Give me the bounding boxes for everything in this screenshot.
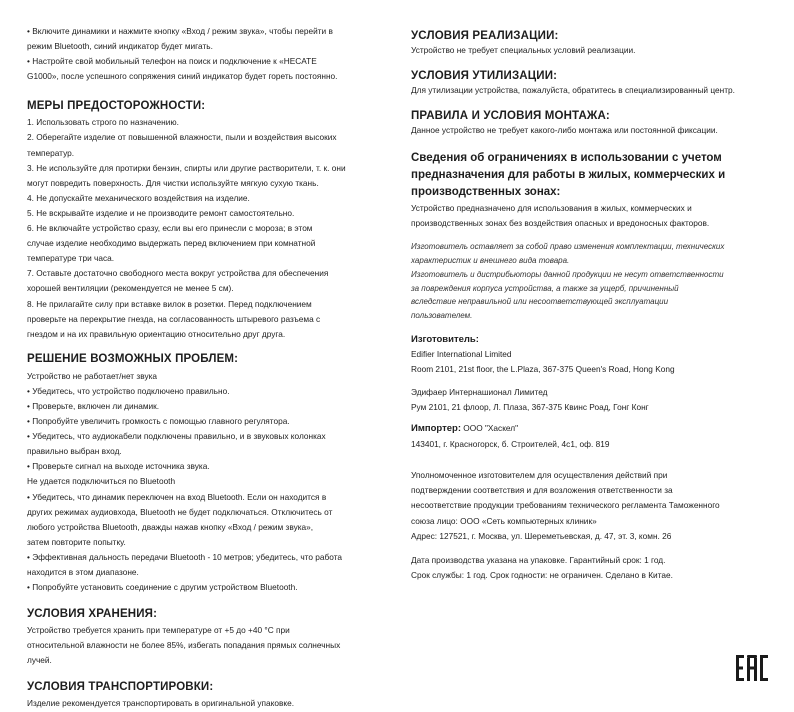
disclaimer-line: Изготовитель оставляет за собой право изменения комплектации, технических [411, 242, 725, 252]
manufacturer-ru-line: Эдифаер Интернашионал Лимитед [411, 386, 548, 397]
authorized-line: подтверждении соответствия и для возложения ответственности за [411, 485, 673, 496]
storage-line: лучей. [27, 655, 52, 666]
precautions-section [27, 99, 387, 341]
transport-text: Изделие рекомендуется транспортировать в оригинальной упаковке. [27, 698, 295, 709]
precaution-line: 2. Оберегайте изделие от повышенной влажности, пыли и воздействия высоких [27, 132, 337, 143]
intro-line: режим Bluetooth, синий индикатор будет мигать. [27, 41, 213, 52]
dates-line: Дата производства указана на упаковке. Гарантийный срок: 1 год. [411, 554, 666, 565]
precaution-line: хорошей вентиляции (рекомендуется не менее 5 см). [27, 283, 234, 294]
trouble-line: • Попробуйте увеличить громкость с помощью главного регулятора. [27, 416, 290, 427]
importer-name: ООО "Хаскел" [460, 423, 519, 434]
sale-section [411, 29, 771, 58]
trouble-line: • Попробуйте установить соединение с другим устройством Bluetooth. [27, 582, 298, 593]
trouble-line: • Убедитесь, что динамик переключен на вход Bluetooth. Если он находится в [27, 491, 327, 502]
installation-text: Данное устройство не требует какого-либо монтажа или постоянной фиксации. [411, 125, 718, 136]
trouble-heading: Не удается подключиться по Bluetooth [27, 476, 176, 487]
trouble-line: любого устройства Bluetooth, дважды нажав кнопку «Вход / режим звука», [27, 521, 314, 532]
storage-line: относительной влажности не более 85%, избегать попадания прямых солнечных [27, 640, 341, 651]
precaution-line: гнездом и на их правильную ориентацию относительно друг друга. [27, 328, 286, 339]
precaution-line: могут повредить поверхность. Для чистки используйте мягкую сухую ткань. [27, 177, 319, 188]
authorized-line: несоответствие продукции требованиям технического регламента Таможенного [411, 500, 720, 511]
precautions-title: МЕРЫ ПРЕДОСТОРОЖНОСТИ: [27, 100, 206, 113]
precaution-line: температуре три часа. [27, 253, 115, 264]
precaution-line: 8. Не прилагайте силу при вставке вилок в розетки. Перед подключением [27, 298, 312, 309]
dates-line: Срок службы: 1 год. Срок годности: не ограничен. Сделано в Китае. [411, 569, 673, 580]
sale-title: УСЛОВИЯ РЕАЛИЗАЦИИ: [411, 30, 559, 42]
storage-section [27, 607, 387, 668]
precaution-line: 3. Не используйте для протирки бензин, спирты или другие растворители, т. к. они [27, 162, 346, 173]
storage-title: УСЛОВИЯ ХРАНЕНИЯ: [27, 608, 158, 621]
trouble-line: находится в этом диапазоне. [27, 567, 139, 577]
eac-logo-icon [736, 655, 768, 681]
intro-line: • Настройте свой мобильный телефон на поиск и подключение к «HECATE [27, 56, 317, 67]
transport-title: УСЛОВИЯ ТРАНСПОРТИРОВКИ: [27, 681, 214, 694]
intro-line: • Включите динамики и нажмите кнопку «Вход / режим звука», чтобы перейти в [27, 26, 333, 36]
trouble-line: • Эффективная дальность передачи Bluetooth - 10 метров; убедитесь, что работа [27, 551, 343, 562]
importer-label: Импортер: [411, 423, 461, 435]
disclaimer-line: вследствие неправильной или несоответствующей эксплуатации [411, 297, 669, 307]
trouble-line: • Проверьте, включен ли динамик. [27, 400, 160, 411]
storage-line: Устройство требуется хранить при температуре от +5 до +40 °C при [27, 625, 290, 636]
manufacturer-line: Room 2101, 21st floor, the L.Plaza, 367-375 Queen's Road, Hong Kong [411, 363, 675, 374]
restrictions-title-line: производственных зонах: [411, 186, 561, 199]
manufacturer-label: Изготовитель: [411, 333, 479, 345]
disclaimer-line: Изготовитель и дистрибьюторы данной продукции не несут ответственности [411, 269, 724, 279]
right-column [411, 0, 771, 583]
importer-address: 143401, г. Красногорск, б. Строителей, 4с1, оф. 819 [411, 439, 610, 450]
trouble-line: • Проверьте сигнал на выходе источника звука. [27, 461, 210, 472]
precaution-line: случае изделие необходимо выдержать перед включением при комнатной [27, 238, 316, 249]
authorized-section [411, 468, 771, 543]
importer-section [411, 420, 771, 452]
disposal-section [411, 69, 771, 98]
restrictions-title-line: Сведения об ограничениях в использовании с учетом [411, 152, 722, 165]
sale-text: Устройство не требует специальных условий реализации. [411, 45, 636, 55]
authorized-line: Уполномоченное изготовителем для осуществления действий при [411, 470, 668, 481]
manufacturer-section [411, 332, 771, 415]
disposal-title: УСЛОВИЯ УТИЛИЗАЦИИ: [411, 70, 558, 83]
left-column [27, 0, 387, 712]
disposal-text: Для утилизации устройства, пожалуйста, обратитесь в специализированный центр. [411, 85, 735, 96]
dates-section [411, 553, 771, 583]
precaution-line: 4. Не допускайте механического воздействия на изделие. [27, 192, 250, 203]
restrictions-line: производственных зонах без воздействия опасных и вредоносных факторов. [411, 218, 710, 229]
manufacturer-line: Edifier International Limited [411, 348, 512, 359]
precaution-line: 5. Не вскрывайте изделие и не производите ремонт самостоятельно. [27, 207, 295, 218]
installation-section [411, 109, 771, 138]
disclaimer-line: пользователем. [411, 310, 473, 320]
trouble-heading: Устройство не работает/нет звука [27, 370, 158, 381]
transport-section [27, 680, 387, 711]
disclaimer-section [411, 240, 771, 322]
disclaimer-line: за повреждения корпуса устройства, а также за ущерб, причиненный [411, 283, 679, 293]
precaution-line: температур. [27, 147, 75, 158]
precaution-line: 6. Не включайте устройство сразу, если вы его принесли с мороза; в этом [27, 223, 313, 234]
authorized-line: Адрес: 127521, г. Москва, ул. Шереметьевская, д. 47, эт. 3, комн. 26 [411, 530, 672, 541]
restrictions-line: Устройство предназначено для использования в жилых, коммерческих и [411, 203, 692, 214]
authorized-line: союза лицо: ООО «Сеть компьютерных клиник» [411, 515, 597, 526]
precaution-line: 7. Оставьте достаточно свободного места вокруг устройства для обеспечения [27, 268, 329, 279]
restrictions-section [411, 150, 771, 231]
trouble-line: • Убедитесь, что аудиокабели подключены правильно, и в звуковых колонках [27, 431, 326, 442]
precaution-line: 1. Использовать строго по назначению. [27, 117, 179, 128]
bluetooth-intro [27, 24, 387, 84]
manufacturer-ru-line: Рум 2101, 21 флоор, Л. Плаза, 367-375 Квинс Роад, Гонг Конг [411, 402, 649, 413]
trouble-line: затем повторите попытку. [27, 536, 126, 547]
trouble-line: правильно выбран вход. [27, 446, 122, 457]
troubleshooting-section [27, 352, 387, 595]
intro-line: G1000», после успешного сопряжения синий индикатор будет гореть постоянно. [27, 71, 338, 82]
trouble-line: других режимах аудиовхода, Bluetooth не будет подключаться. Отключитесь от [27, 506, 333, 517]
installation-title: ПРАВИЛА И УСЛОВИЯ МОНТАЖА: [411, 110, 610, 123]
trouble-line: • Убедитесь, что устройство подключено правильно. [27, 385, 230, 396]
disclaimer-line: характеристик и внешнего вида товара. [411, 256, 570, 266]
restrictions-title-line: предназначения для работы в жилых, коммерческих и [411, 169, 726, 182]
precaution-line: проверьте на перекрытие гнезда, на согласованность штыревого разъема с [27, 313, 321, 324]
troubleshooting-title: РЕШЕНИЕ ВОЗМОЖНЫХ ПРОБЛЕМ: [27, 352, 239, 365]
